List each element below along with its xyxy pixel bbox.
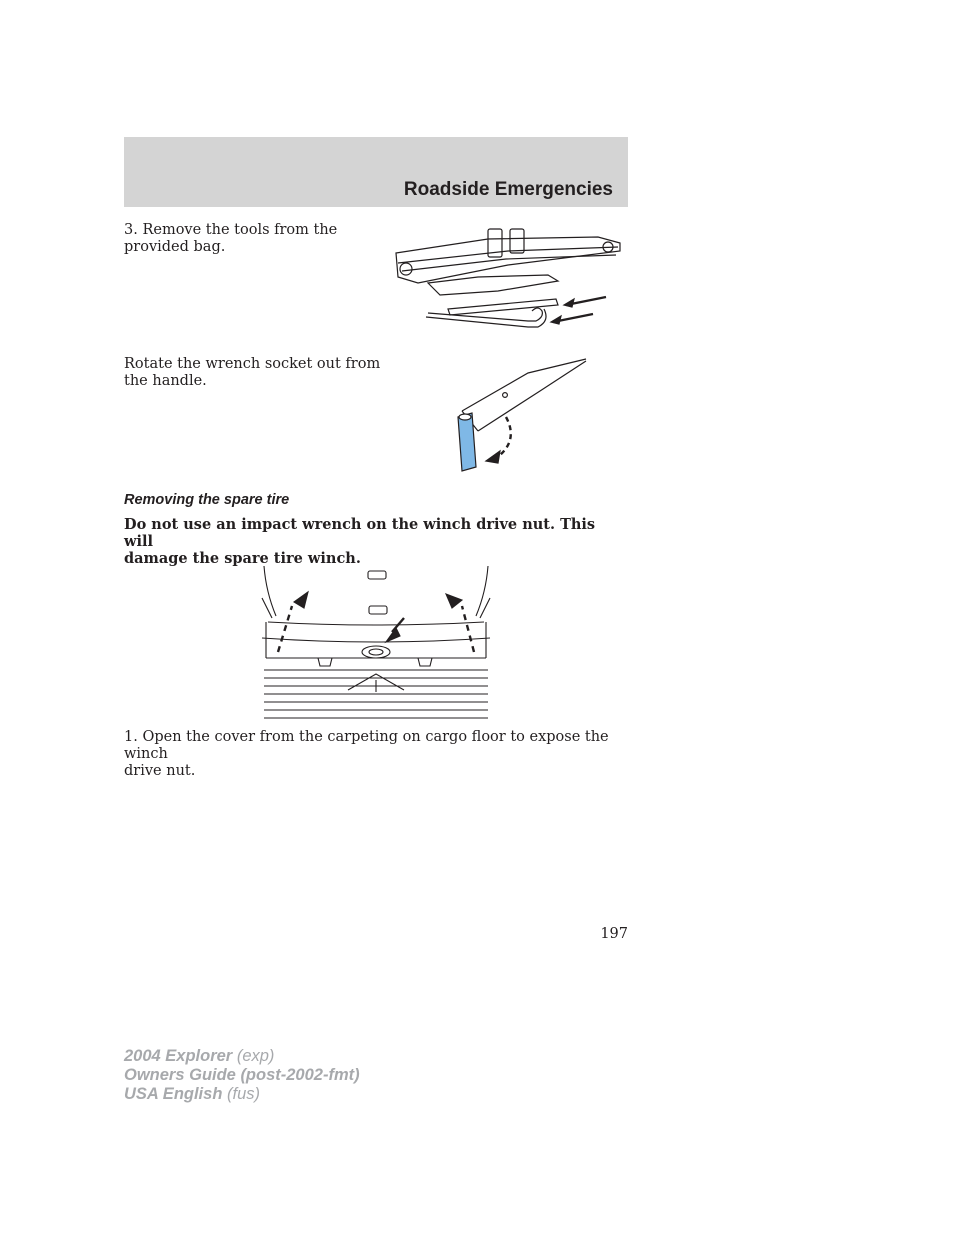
wrench-socket-illustration — [448, 355, 598, 475]
step-rotate-socket-line1: Rotate the wrench socket out from — [124, 356, 381, 372]
step-remove-tools-line2: provided bag. — [124, 239, 226, 255]
footer-guide: Owners Guide (post-2002-fmt) — [124, 1066, 360, 1084]
step-remove-tools-line1: 3. Remove the tools from the — [124, 222, 338, 238]
step-rotate-socket — [124, 356, 380, 390]
warning-line2: damage the spare tire winch. — [124, 550, 361, 567]
footer-line2 — [124, 1066, 360, 1085]
document-footer — [124, 1047, 360, 1104]
footer-language-code: (fus) — [227, 1085, 260, 1103]
footer-model-code: (exp) — [236, 1047, 275, 1065]
cargo-floor-illustration — [258, 562, 494, 722]
step-open-cover-line1: 1. Open the cover from the carpeting on cargo floor to expose the winch — [124, 729, 609, 762]
section-title: Roadside Emergencies — [403, 179, 613, 200]
step-rotate-socket-line2: the handle. — [124, 373, 207, 389]
section-header-band — [124, 137, 628, 207]
footer-line1 — [124, 1047, 360, 1066]
section-subheading: Removing the spare tire — [124, 492, 290, 508]
footer-language: USA English — [124, 1085, 223, 1103]
step-remove-tools — [124, 222, 337, 256]
warning-line1: Do not use an impact wrench on the winch drive nut. This will — [124, 516, 596, 550]
step-open-cover — [124, 729, 634, 780]
footer-line3 — [124, 1085, 360, 1104]
step-open-cover-line2: drive nut. — [124, 763, 196, 779]
jack-and-tools-illustration — [388, 225, 628, 345]
footer-model: 2004 Explorer — [124, 1047, 233, 1065]
warning-text — [124, 516, 624, 567]
page-number: 197 — [600, 926, 628, 942]
